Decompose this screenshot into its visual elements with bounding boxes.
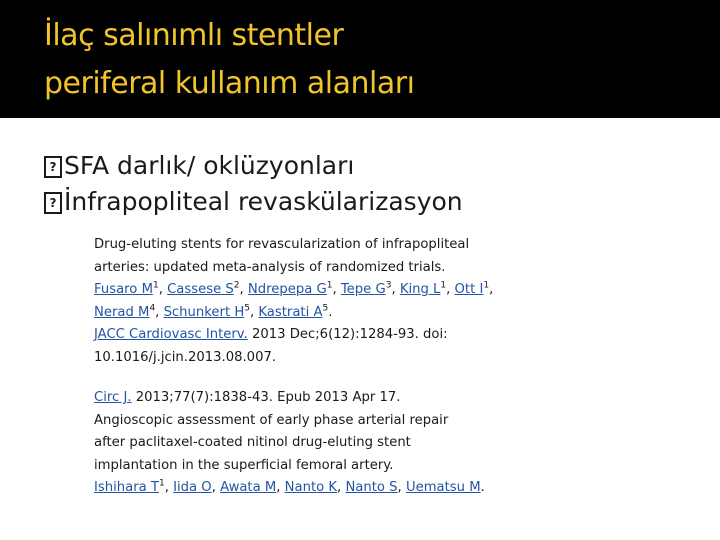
bullet-marker-icon: ? xyxy=(44,156,62,178)
author-link[interactable]: Iida O xyxy=(173,480,212,495)
citation-text: 2013 Dec;6(12):1284-93. doi: xyxy=(247,327,448,342)
title-line-2: periferal kullanım alanları xyxy=(44,66,415,101)
affiliation-sup: 1 xyxy=(158,478,165,489)
ref1-authors: Fusaro $M^1$, Cassese $S^2$, Ndrepepa $G^1$, Tepe $G^3$, King $L^1$, Ott $I^1$, xyxy=(94,280,494,297)
bullet-marker-icon: ? xyxy=(44,192,62,214)
ref2-title-line: implantation in the superficial femoral artery. xyxy=(94,457,394,473)
author-link[interactable]: Ott I xyxy=(454,282,484,297)
ref2-title-line: after paclitaxel-coated nitinol drug-eluting stent xyxy=(94,435,411,450)
affiliation-sup: 5 xyxy=(244,303,250,314)
author-link[interactable]: Uematsu M xyxy=(405,480,481,495)
spacer xyxy=(94,369,614,387)
bullet-text: İnfrapopliteal revaskülarizasyon xyxy=(64,187,463,216)
bullet-list xyxy=(44,148,463,220)
ref1-title-line: arteries: updated meta-analysis of randomized trials. xyxy=(94,259,446,275)
author-link[interactable]: Schunkert H xyxy=(163,304,245,320)
author-link[interactable]: King L xyxy=(399,282,441,297)
affiliation-sup: 1 xyxy=(483,280,490,291)
author-link[interactable]: Cassese S xyxy=(167,282,234,297)
affiliation-sup: 4 xyxy=(149,303,156,314)
author-link[interactable]: Tepe G xyxy=(340,282,386,297)
affiliation-sup: 1 xyxy=(152,280,159,291)
author-link[interactable]: Ndrepepa G xyxy=(247,282,327,297)
affiliation-sup: 3 xyxy=(385,280,392,291)
ref2-citation xyxy=(94,387,614,410)
journal-link[interactable]: Circ J. xyxy=(94,390,132,405)
affiliation-sup: 5 xyxy=(322,303,329,314)
author-link[interactable]: Nanto K xyxy=(284,480,338,495)
affiliation-sup: 2 xyxy=(233,280,240,291)
journal-link[interactable]: JACC Cardiovasc Interv. xyxy=(94,327,248,342)
author-link[interactable]: Awata M xyxy=(220,480,277,495)
ref1-title-line: Drug-eluting stents for revascularization of infrapopliteal xyxy=(94,237,470,252)
ref1-authors: Nerad $M^4$, Schunkert $H^5$, Kastrati $A^5$. xyxy=(94,303,333,320)
bullet-text: SFA darlık/ oklüzyonları xyxy=(64,151,355,180)
bullet-item xyxy=(44,148,463,184)
ref2-title-line: Angioscopic assessment of early phase arterial repair xyxy=(94,412,449,428)
ref2-authors: Ishihara $T^1$, Iida O, Awata M, Nanto K, Nanto S, Uematsu M. xyxy=(94,478,485,495)
author-link[interactable]: Fusaro M xyxy=(94,282,153,297)
bullet-item xyxy=(44,184,463,220)
references xyxy=(94,234,614,500)
title-line-1: İlaç salınımlı stentler xyxy=(44,18,344,53)
ref1-citation xyxy=(94,324,614,347)
affiliation-sup: 1 xyxy=(326,280,333,291)
ref1-doi: 10.1016/j.jcin.2013.08.007. xyxy=(94,349,277,365)
slide-title xyxy=(44,12,414,108)
author-link[interactable]: Ishihara T xyxy=(94,480,159,495)
affiliation-sup: 1 xyxy=(440,280,447,291)
author-link[interactable]: Nerad M xyxy=(94,304,150,320)
author-link[interactable]: Nanto S xyxy=(345,480,398,495)
citation-text: 2013;77(7):1838-43. Epub 2013 Apr 17. xyxy=(131,390,401,405)
author-link[interactable]: Kastrati A xyxy=(258,304,323,320)
